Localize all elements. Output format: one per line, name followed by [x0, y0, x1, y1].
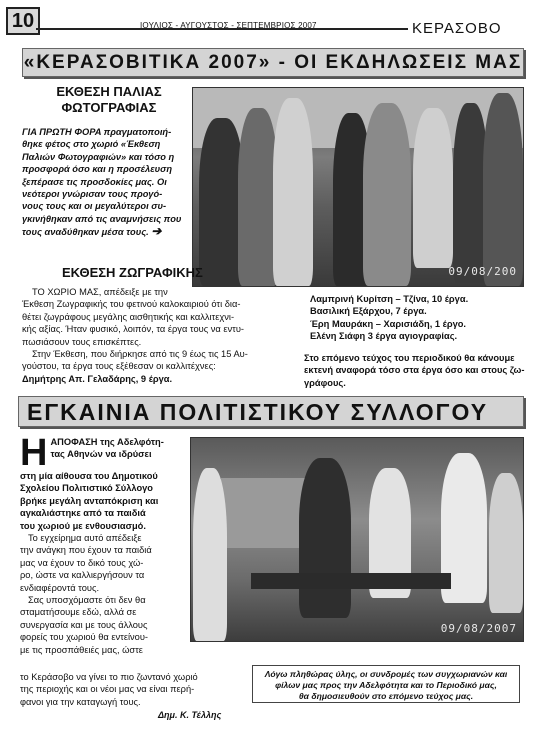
text-line: νεότεροι γνώρισαν τους προγό- — [22, 189, 163, 200]
author-signature: Δημ. Κ. Τέλλης — [158, 710, 222, 720]
artist-line: Δημήτρης Απ. Γελαδάρης, 9 έργα. — [22, 373, 173, 384]
text-line: της περιοχής και οι νέοι μας να είναι περή- — [20, 684, 195, 695]
arrow-right-icon: ➔ — [151, 224, 162, 239]
text-line — [22, 225, 190, 238]
photo-exhibition-heading — [44, 84, 174, 116]
artist-line: Λαμπρινή Κυρίτση – Τζίνα, 10 έργα. — [310, 294, 469, 304]
text-line: νους τους και οι μεγαλύτεροι συ- — [22, 201, 167, 212]
text-line: φορείς του χωριού θα εντείνου- — [20, 632, 149, 643]
text-line: ΓΙΑ ΠΡΩΤΗ ΦΟΡΑ πραγματοποιή- — [22, 127, 172, 137]
text-line: αγκαλιάστηκε από τα παιδιά — [20, 508, 146, 519]
notice-line: θα δημοσιευθούν στο επόμενο τεύχος μας. — [298, 691, 474, 701]
text-line: την ανάγκη που έχουν τα παιδιά — [20, 545, 152, 556]
text-line: Σας υποσχόμαστε ότι δεν θα — [28, 595, 146, 606]
text-line: ΑΠΟΦΑΣΗ της Αδελφότη- — [50, 437, 164, 447]
text-line: το Κεράσοβο να γίνει το πιο ζωντανό χωριό — [20, 672, 198, 682]
photo-heading-line2: ΦΩΤΟΓΡΑΦΙΑΣ — [61, 100, 157, 115]
paper-name: ΚΕΡΑΣΟΒΟ — [412, 20, 502, 37]
article2-lead — [20, 432, 188, 656]
photo-exhibition-text — [22, 126, 190, 239]
text-line: κής αξίας. Ήταν φυσικό, λοιπόν, τα έργα τους να εντυ- — [22, 324, 245, 335]
notice-line: φίλων μας προς την Αδελφότητα και το Περιοδικό μας, — [275, 680, 497, 690]
text-line: Στην Έκθεση, που διήρκησε από τις 9 έως τις 15 Αυ- — [32, 349, 248, 360]
text-line: Στο επόμενο τεύχος του περιοδικού θα κάνουμε — [304, 353, 515, 363]
text-line: συνεργασία και με τους άλλους — [20, 619, 148, 630]
drop-cap: Η — [20, 432, 48, 474]
text-line: Έκθεση Ζωγραφικής του φετινού καλοκαιριού ότι δια- — [22, 299, 241, 310]
text-line: Το εγχείρημα αυτό απέδειξε — [28, 533, 142, 544]
text-line: τας Αθηνών να ιδρύσει — [50, 449, 152, 460]
text-line: γκινήθηκαν από τις αναμνήσεις που — [22, 213, 182, 224]
exhibition-photo — [192, 87, 524, 287]
painting-exhibition-heading: ΕΚΘΕΣΗ ΖΩΓΡΑΦΙΚΗΣ — [62, 265, 203, 280]
text-line: σταματήσουμε εδώ, αλλά σε — [20, 607, 137, 618]
table — [251, 573, 451, 589]
painting-closing-note — [304, 352, 526, 389]
text-line: Παλιών Φωτογραφιών» και τόσο η — [22, 151, 175, 162]
text-line: γούστου, τα έργα τους εξέθεσαν οι καλλιτέχνες: — [22, 361, 216, 372]
article1-banner: «ΚΕΡΑΣΟΒΙΤΙΚΑ 2007» - ΟΙ ΕΚΔΗΛΩΣΕΙΣ ΜΑΣ — [22, 48, 524, 77]
artist-list — [310, 293, 524, 343]
text-line: θηκε φέτος στο χωριό «Έκθεση — [22, 139, 161, 150]
text-line: φανοι για την καταγωγή τους. — [20, 696, 141, 707]
text-line: με τις προσπάθειές μας, ώστε — [20, 644, 143, 655]
text-line: πωσιάσουν τους επισκέπτες. — [22, 336, 142, 347]
text-line: εκτενή αναφορά τόσο στα έργα όσο και στους ζω- — [304, 365, 525, 376]
photo-heading-line1: ΕΚΘΕΣΗ ΠΑΛΙΑΣ — [56, 84, 162, 99]
artist-line: Έρη Μαυράκη – Χαρισιάδη, 1 έργο. — [310, 318, 467, 329]
photo-date-stamp: 09/08/2007 — [440, 622, 517, 635]
photo-date-stamp: 09/08/200 — [448, 265, 517, 278]
subscriptions-notice — [252, 665, 520, 703]
article2-banner: ΕΓΚΑΙΝΙΑ ΠΟΛΙΤΙΣΤΙΚΟΥ ΣΥΛΛΟΓΟΥ — [18, 396, 524, 427]
text-line: του χωριού με ενθουσιασμό. — [20, 520, 146, 531]
artist-line: Ελένη Σιάφη 3 έργα αγιογραφίας. — [310, 331, 458, 342]
painting-exhibition-text — [22, 286, 290, 385]
page-number: 10 — [6, 7, 40, 35]
text-line: βρήκε μεγάλη ανταπόκριση και — [20, 495, 159, 506]
text-line: θέτει ζωγράφους μεγάλης αισθητικής και καλλιτεχνι- — [22, 311, 235, 322]
text-line: στη μία αίθουσα του Δημοτικού — [20, 471, 158, 481]
issue-dateline: ΙΟΥΛΙΟΣ - ΑΥΓΟΥΣΤΟΣ - ΣΕΠΤΕΜΒΡΙΟΣ 2007 — [140, 21, 317, 30]
text-line: ρο, ώστε να καλλιεργήσουν τα — [20, 570, 145, 581]
notice-line: Λόγω πληθώρας ύλης, οι συνδρομές των συγχωριανών και — [264, 669, 508, 679]
text-line: γράφους. — [304, 377, 346, 388]
text-line: προσφορά όσο και η προσέλευση — [22, 164, 173, 175]
artist-line: Βασιλική Εξάρχου, 7 έργα. — [310, 306, 427, 317]
text-line: ΤΟ ΧΩΡΙΟ ΜΑΣ, απέδειξε με την — [32, 287, 168, 297]
text-line: μας να έχουν το δικό τους χώ- — [20, 557, 144, 568]
text-line: ξεπέρασε τις προσδοκίες μας. Οι — [22, 176, 167, 187]
text-line-end: τους αναδύθηκαν μέσα τους. — [22, 227, 149, 238]
article2-closing — [20, 671, 260, 708]
text-line: ενδιαφέροντά τους. — [20, 582, 100, 593]
text-line: Σχολείου Πολιτιστικό Σύλλογο — [20, 483, 153, 494]
inauguration-photo — [190, 437, 524, 642]
